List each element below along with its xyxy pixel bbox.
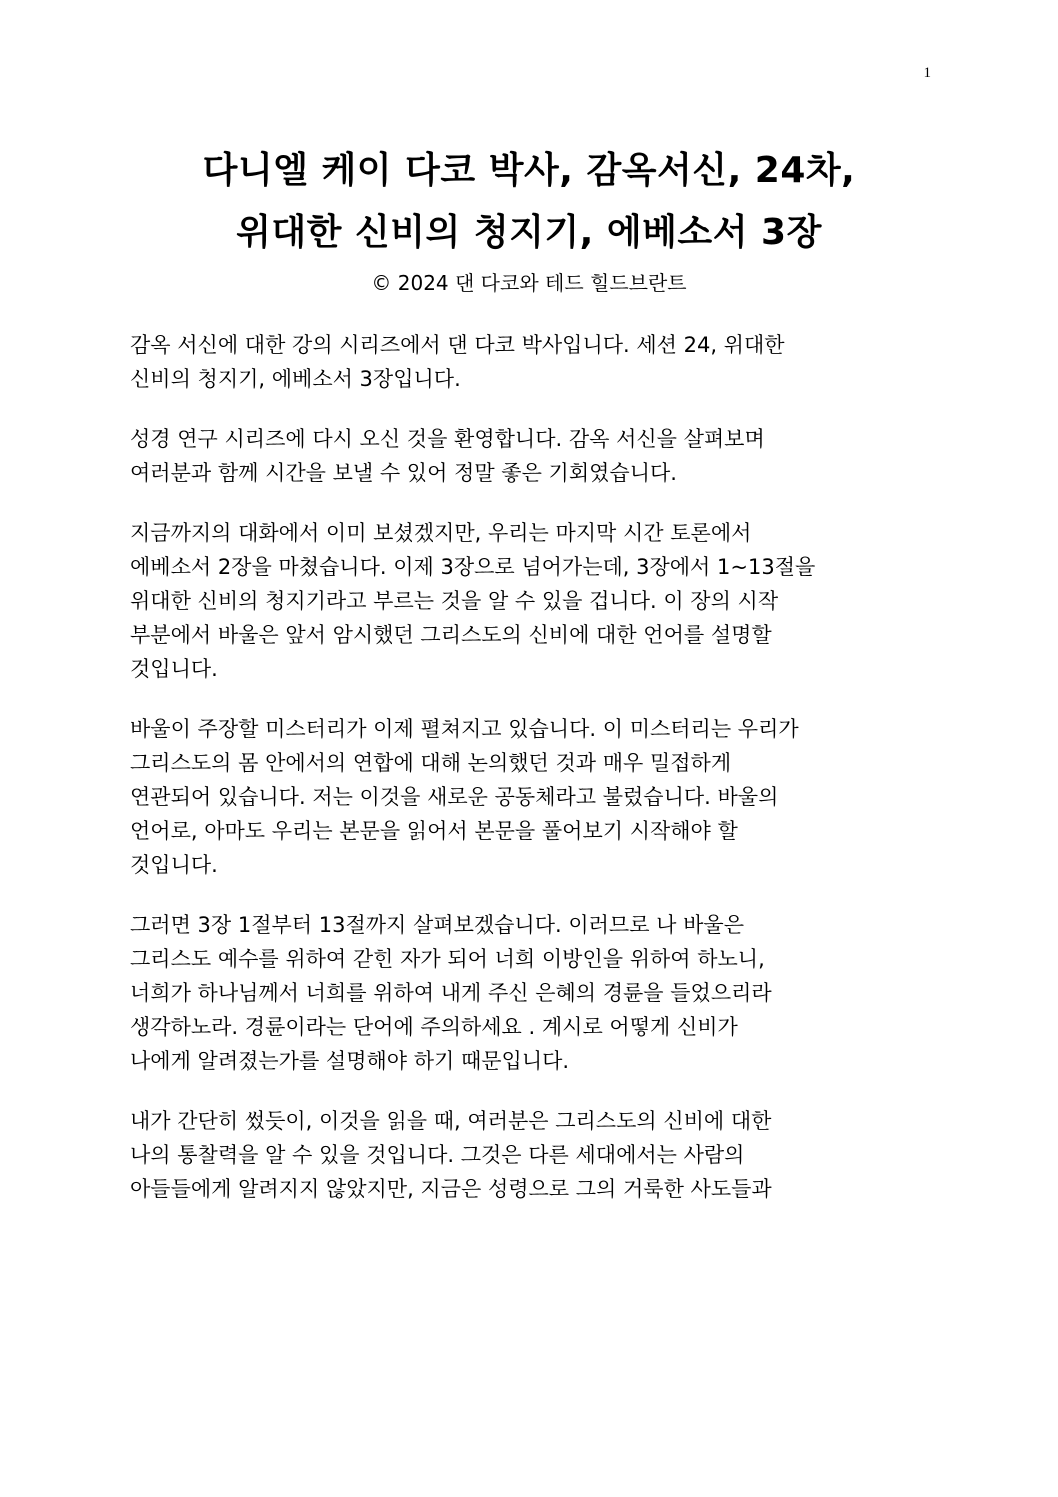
title-line-2: 위대한 신비의 청지기, 에베소서 3장 xyxy=(236,212,822,253)
text-line: 나의 통찰력을 알 수 있을 것입니다. 그것은 다른 세대에서는 사람의 xyxy=(130,1143,745,1167)
text-line: 지금까지의 대화에서 이미 보셨겠지만, 우리는 마지막 시간 토론에서 xyxy=(130,521,752,545)
text-line: 위대한 신비의 청지기라고 부르는 것을 알 수 있을 겁니다. 이 장의 시작 xyxy=(130,589,779,613)
text-line: 것입니다. xyxy=(130,657,218,681)
text-line: 언어로, 아마도 우리는 본문을 읽어서 본문을 풀어보기 시작해야 할 xyxy=(130,819,738,843)
text-line: 것입니다. xyxy=(130,853,218,877)
text-line: 신비의 청지기, 에베소서 3장입니다. xyxy=(130,367,461,391)
paragraph-3 xyxy=(130,516,940,686)
body-text xyxy=(130,328,940,1232)
title-line-1: 다니엘 케이 다코 박사, 감옥서신, 24차, xyxy=(202,150,856,191)
paragraph-2 xyxy=(130,422,940,490)
page-number: 1 xyxy=(923,65,931,81)
text-line: 여러분과 함께 시간을 보낼 수 있어 정말 좋은 기회였습니다. xyxy=(130,461,677,485)
paragraph-1 xyxy=(130,328,940,396)
paragraph-4 xyxy=(130,712,940,882)
copyright-notice: © 2024 댄 다코와 테드 힐드브란트 xyxy=(371,271,687,295)
text-line: 연관되어 있습니다. 저는 이것을 새로운 공동체라고 불렀습니다. 바울의 xyxy=(130,785,779,809)
text-line: 부분에서 바울은 앞서 암시했던 그리스도의 신비에 대한 언어를 설명할 xyxy=(130,623,772,647)
text-line: 그리스도의 몸 안에서의 연합에 대해 논의했던 것과 매우 밀접하게 xyxy=(130,751,732,775)
text-line: 바울이 주장할 미스터리가 이제 펼쳐지고 있습니다. 이 미스터리는 우리가 xyxy=(130,717,799,741)
text-line: 나에게 알려졌는가를 설명해야 하기 때문입니다. xyxy=(130,1049,570,1073)
text-line: 에베소서 2장을 마쳤습니다. 이제 3장으로 넘어가는데, 3장에서 1~13절을 xyxy=(130,555,816,579)
text-line: 아들들에게 알려지지 않았지만, 지금은 성령으로 그의 거룩한 사도들과 xyxy=(130,1177,772,1201)
text-line: 내가 간단히 썼듯이, 이것을 읽을 때, 여러분은 그리스도의 신비에 대한 xyxy=(130,1109,772,1133)
title-block xyxy=(110,140,948,298)
paragraph-6 xyxy=(130,1104,940,1206)
text-line: 너희가 하나님께서 너희를 위하여 내게 주신 은혜의 경륜을 들었으리라 xyxy=(130,981,772,1005)
text-line: 감옥 서신에 대한 강의 시리즈에서 댄 다코 박사입니다. 세션 24, 위대한 xyxy=(130,333,785,357)
text-line: 그러면 3장 1절부터 13절까지 살펴보겠습니다. 이러므로 나 바울은 xyxy=(130,913,744,937)
text-line: 성경 연구 시리즈에 다시 오신 것을 환영합니다. 감옥 서신을 살펴보며 xyxy=(130,427,765,451)
text-line: 그리스도 예수를 위하여 갇힌 자가 되어 너희 이방인을 위하여 하노니, xyxy=(130,947,765,971)
text-line: 생각하노라. 경륜이라는 단어에 주의하세요 . 계시로 어떻게 신비가 xyxy=(130,1015,738,1039)
paragraph-5 xyxy=(130,908,940,1078)
